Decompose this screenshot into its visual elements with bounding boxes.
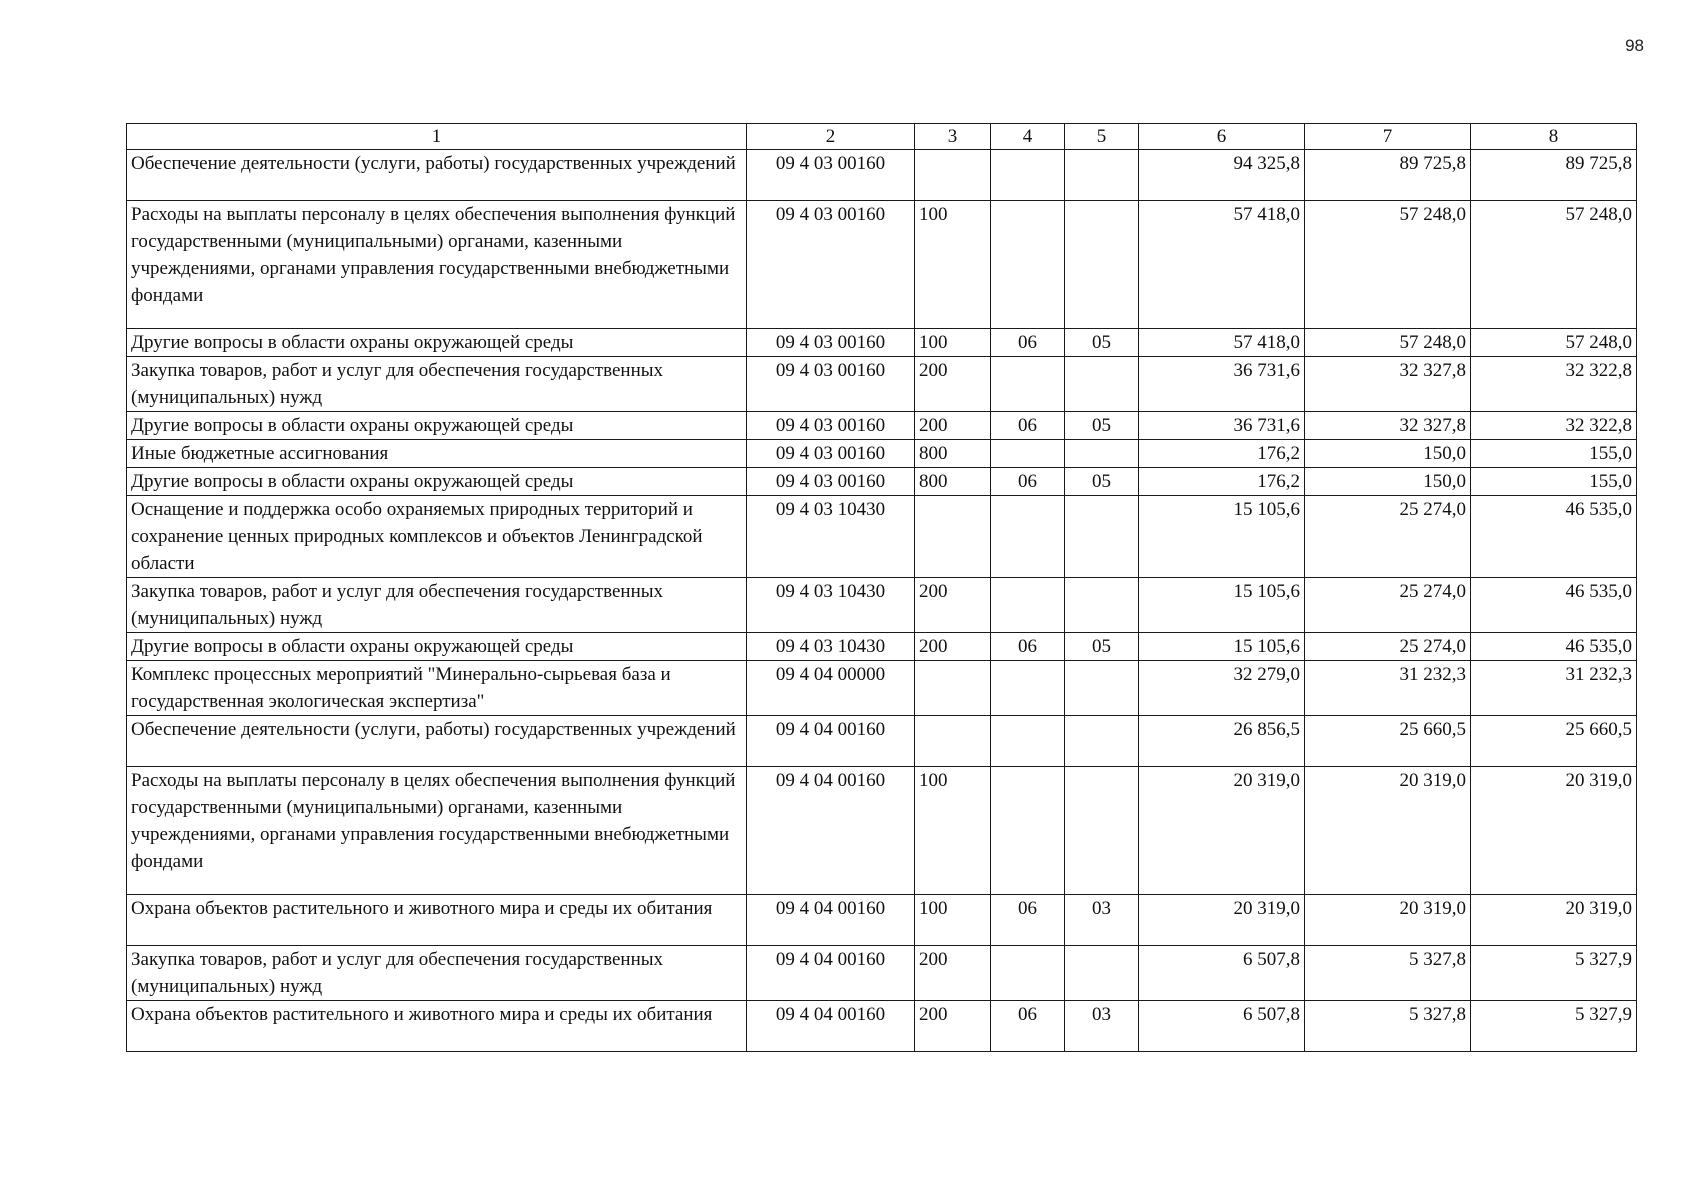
row-value-col7: 5 327,8 bbox=[1305, 946, 1471, 1001]
row-section bbox=[991, 661, 1065, 716]
row-code: 09 4 04 00160 bbox=[747, 895, 915, 946]
row-subsection bbox=[1065, 440, 1139, 468]
row-value-col8: 46 535,0 bbox=[1471, 578, 1637, 633]
row-section bbox=[991, 201, 1065, 329]
row-name: Другие вопросы в области охраны окружающей среды bbox=[127, 468, 747, 496]
row-value-col8: 46 535,0 bbox=[1471, 633, 1637, 661]
row-value-col7: 31 232,3 bbox=[1305, 661, 1471, 716]
row-value-col8: 5 327,9 bbox=[1471, 1001, 1637, 1052]
row-code: 09 4 03 00160 bbox=[747, 468, 915, 496]
row-value-col6: 20 319,0 bbox=[1139, 767, 1305, 895]
row-subsection bbox=[1065, 946, 1139, 1001]
row-code: 09 4 04 00160 bbox=[747, 716, 915, 767]
row-value-col7: 32 327,8 bbox=[1305, 357, 1471, 412]
row-value-col7: 25 274,0 bbox=[1305, 633, 1471, 661]
row-name: Охрана объектов растительного и животного мира и среды их обитания bbox=[127, 895, 747, 946]
row-value-col8: 89 725,8 bbox=[1471, 150, 1637, 201]
row-section bbox=[991, 440, 1065, 468]
table-header-row bbox=[127, 124, 1637, 150]
row-value-col8: 31 232,3 bbox=[1471, 661, 1637, 716]
header-cell: 8 bbox=[1471, 124, 1637, 150]
row-section: 06 bbox=[991, 895, 1065, 946]
row-value-col6: 36 731,6 bbox=[1139, 357, 1305, 412]
row-value-col8: 155,0 bbox=[1471, 468, 1637, 496]
row-value-col6: 6 507,8 bbox=[1139, 946, 1305, 1001]
row-expense-type: 100 bbox=[915, 767, 991, 895]
row-code: 09 4 04 00160 bbox=[747, 1001, 915, 1052]
table-row bbox=[127, 468, 1637, 496]
header-cell: 3 bbox=[915, 124, 991, 150]
row-value-col6: 176,2 bbox=[1139, 468, 1305, 496]
row-subsection bbox=[1065, 767, 1139, 895]
row-name: Закупка товаров, работ и услуг для обеспечения государственных (муниципальных) нужд bbox=[127, 578, 747, 633]
row-subsection: 05 bbox=[1065, 329, 1139, 357]
header-cell: 5 bbox=[1065, 124, 1139, 150]
row-value-col6: 32 279,0 bbox=[1139, 661, 1305, 716]
row-value-col7: 89 725,8 bbox=[1305, 150, 1471, 201]
row-expense-type bbox=[915, 150, 991, 201]
row-expense-type: 100 bbox=[915, 201, 991, 329]
row-value-col6: 36 731,6 bbox=[1139, 412, 1305, 440]
row-section bbox=[991, 946, 1065, 1001]
budget-table bbox=[126, 123, 1637, 1052]
table-row bbox=[127, 329, 1637, 357]
row-value-col7: 57 248,0 bbox=[1305, 201, 1471, 329]
row-value-col7: 25 274,0 bbox=[1305, 578, 1471, 633]
row-section: 06 bbox=[991, 329, 1065, 357]
row-name: Другие вопросы в области охраны окружающей среды bbox=[127, 412, 747, 440]
row-value-col6: 57 418,0 bbox=[1139, 329, 1305, 357]
row-value-col8: 20 319,0 bbox=[1471, 895, 1637, 946]
row-section: 06 bbox=[991, 468, 1065, 496]
row-code: 09 4 03 10430 bbox=[747, 633, 915, 661]
row-subsection: 05 bbox=[1065, 412, 1139, 440]
row-code: 09 4 04 00000 bbox=[747, 661, 915, 716]
row-value-col7: 150,0 bbox=[1305, 440, 1471, 468]
row-name: Расходы на выплаты персоналу в целях обеспечения выполнения функций государственными (муниципальными) органами, казенными учреждениями, органами управления государственными внебюджетными фондами bbox=[127, 201, 747, 329]
row-section bbox=[991, 496, 1065, 578]
row-value-col8: 32 322,8 bbox=[1471, 412, 1637, 440]
row-name: Оснащение и поддержка особо охраняемых природных территорий и сохранение ценных природных комплексов и объектов Ленинградской области bbox=[127, 496, 747, 578]
row-name: Охрана объектов растительного и животного мира и среды их обитания bbox=[127, 1001, 747, 1052]
row-expense-type: 200 bbox=[915, 412, 991, 440]
table-row bbox=[127, 412, 1637, 440]
row-name: Обеспечение деятельности (услуги, работы) государственных учреждений bbox=[127, 716, 747, 767]
row-expense-type: 100 bbox=[915, 329, 991, 357]
row-value-col6: 94 325,8 bbox=[1139, 150, 1305, 201]
row-value-col8: 57 248,0 bbox=[1471, 201, 1637, 329]
row-subsection: 03 bbox=[1065, 1001, 1139, 1052]
row-value-col6: 15 105,6 bbox=[1139, 633, 1305, 661]
row-section bbox=[991, 578, 1065, 633]
row-subsection bbox=[1065, 578, 1139, 633]
row-subsection bbox=[1065, 150, 1139, 201]
header-cell: 2 bbox=[747, 124, 915, 150]
row-code: 09 4 03 00160 bbox=[747, 357, 915, 412]
table-row bbox=[127, 357, 1637, 412]
row-section bbox=[991, 357, 1065, 412]
row-code: 09 4 03 00160 bbox=[747, 329, 915, 357]
row-name: Расходы на выплаты персоналу в целях обеспечения выполнения функций государственными (муниципальными) органами, казенными учреждениями, органами управления государственными внебюджетными фондами bbox=[127, 767, 747, 895]
row-name: Комплекс процессных мероприятий "Минерально-сырьевая база и государственная экологическая экспертиза" bbox=[127, 661, 747, 716]
row-code: 09 4 03 00160 bbox=[747, 412, 915, 440]
table-row bbox=[127, 578, 1637, 633]
row-subsection bbox=[1065, 201, 1139, 329]
table-row bbox=[127, 661, 1637, 716]
row-value-col8: 32 322,8 bbox=[1471, 357, 1637, 412]
row-value-col7: 57 248,0 bbox=[1305, 329, 1471, 357]
row-name: Обеспечение деятельности (услуги, работы) государственных учреждений bbox=[127, 150, 747, 201]
row-subsection bbox=[1065, 661, 1139, 716]
row-value-col7: 5 327,8 bbox=[1305, 1001, 1471, 1052]
row-subsection: 05 bbox=[1065, 468, 1139, 496]
row-section bbox=[991, 150, 1065, 201]
row-name: Закупка товаров, работ и услуг для обеспечения государственных (муниципальных) нужд bbox=[127, 357, 747, 412]
row-subsection bbox=[1065, 496, 1139, 578]
row-value-col8: 25 660,5 bbox=[1471, 716, 1637, 767]
row-value-col8: 20 319,0 bbox=[1471, 767, 1637, 895]
row-value-col6: 57 418,0 bbox=[1139, 201, 1305, 329]
row-value-col7: 20 319,0 bbox=[1305, 767, 1471, 895]
row-value-col6: 6 507,8 bbox=[1139, 1001, 1305, 1052]
row-subsection bbox=[1065, 716, 1139, 767]
page-number: 98 bbox=[1625, 36, 1644, 55]
row-code: 09 4 03 10430 bbox=[747, 496, 915, 578]
row-expense-type: 200 bbox=[915, 1001, 991, 1052]
row-code: 09 4 03 00160 bbox=[747, 150, 915, 201]
row-section: 06 bbox=[991, 1001, 1065, 1052]
row-expense-type: 200 bbox=[915, 578, 991, 633]
row-name: Иные бюджетные ассигнования bbox=[127, 440, 747, 468]
table-row bbox=[127, 716, 1637, 767]
row-subsection: 03 bbox=[1065, 895, 1139, 946]
row-section bbox=[991, 767, 1065, 895]
table-row bbox=[127, 440, 1637, 468]
row-name: Другие вопросы в области охраны окружающей среды bbox=[127, 633, 747, 661]
table-row bbox=[127, 946, 1637, 1001]
row-expense-type: 200 bbox=[915, 357, 991, 412]
row-value-col8: 155,0 bbox=[1471, 440, 1637, 468]
row-value-col7: 32 327,8 bbox=[1305, 412, 1471, 440]
table-row bbox=[127, 767, 1637, 895]
table-row bbox=[127, 895, 1637, 946]
header-cell: 1 bbox=[127, 124, 747, 150]
row-value-col7: 25 274,0 bbox=[1305, 496, 1471, 578]
row-name: Другие вопросы в области охраны окружающей среды bbox=[127, 329, 747, 357]
row-value-col6: 20 319,0 bbox=[1139, 895, 1305, 946]
row-value-col8: 5 327,9 bbox=[1471, 946, 1637, 1001]
table-row bbox=[127, 496, 1637, 578]
row-expense-type: 100 bbox=[915, 895, 991, 946]
row-expense-type: 200 bbox=[915, 633, 991, 661]
row-value-col6: 26 856,5 bbox=[1139, 716, 1305, 767]
row-expense-type: 800 bbox=[915, 440, 991, 468]
row-subsection: 05 bbox=[1065, 633, 1139, 661]
row-value-col7: 20 319,0 bbox=[1305, 895, 1471, 946]
row-section: 06 bbox=[991, 412, 1065, 440]
row-section: 06 bbox=[991, 633, 1065, 661]
table-row bbox=[127, 150, 1637, 201]
row-value-col6: 15 105,6 bbox=[1139, 496, 1305, 578]
row-expense-type: 200 bbox=[915, 946, 991, 1001]
row-code: 09 4 03 10430 bbox=[747, 578, 915, 633]
header-cell: 6 bbox=[1139, 124, 1305, 150]
row-section bbox=[991, 716, 1065, 767]
row-code: 09 4 04 00160 bbox=[747, 946, 915, 1001]
row-value-col7: 150,0 bbox=[1305, 468, 1471, 496]
row-expense-type bbox=[915, 716, 991, 767]
row-subsection bbox=[1065, 357, 1139, 412]
table-row bbox=[127, 1001, 1637, 1052]
row-value-col6: 176,2 bbox=[1139, 440, 1305, 468]
header-cell: 4 bbox=[991, 124, 1065, 150]
row-code: 09 4 03 00160 bbox=[747, 440, 915, 468]
row-expense-type bbox=[915, 496, 991, 578]
table-row bbox=[127, 201, 1637, 329]
row-name: Закупка товаров, работ и услуг для обеспечения государственных (муниципальных) нужд bbox=[127, 946, 747, 1001]
row-code: 09 4 04 00160 bbox=[747, 767, 915, 895]
row-value-col8: 57 248,0 bbox=[1471, 329, 1637, 357]
row-value-col8: 46 535,0 bbox=[1471, 496, 1637, 578]
row-code: 09 4 03 00160 bbox=[747, 201, 915, 329]
row-value-col6: 15 105,6 bbox=[1139, 578, 1305, 633]
row-expense-type bbox=[915, 661, 991, 716]
row-value-col7: 25 660,5 bbox=[1305, 716, 1471, 767]
header-cell: 7 bbox=[1305, 124, 1471, 150]
table-row bbox=[127, 633, 1637, 661]
row-expense-type: 800 bbox=[915, 468, 991, 496]
